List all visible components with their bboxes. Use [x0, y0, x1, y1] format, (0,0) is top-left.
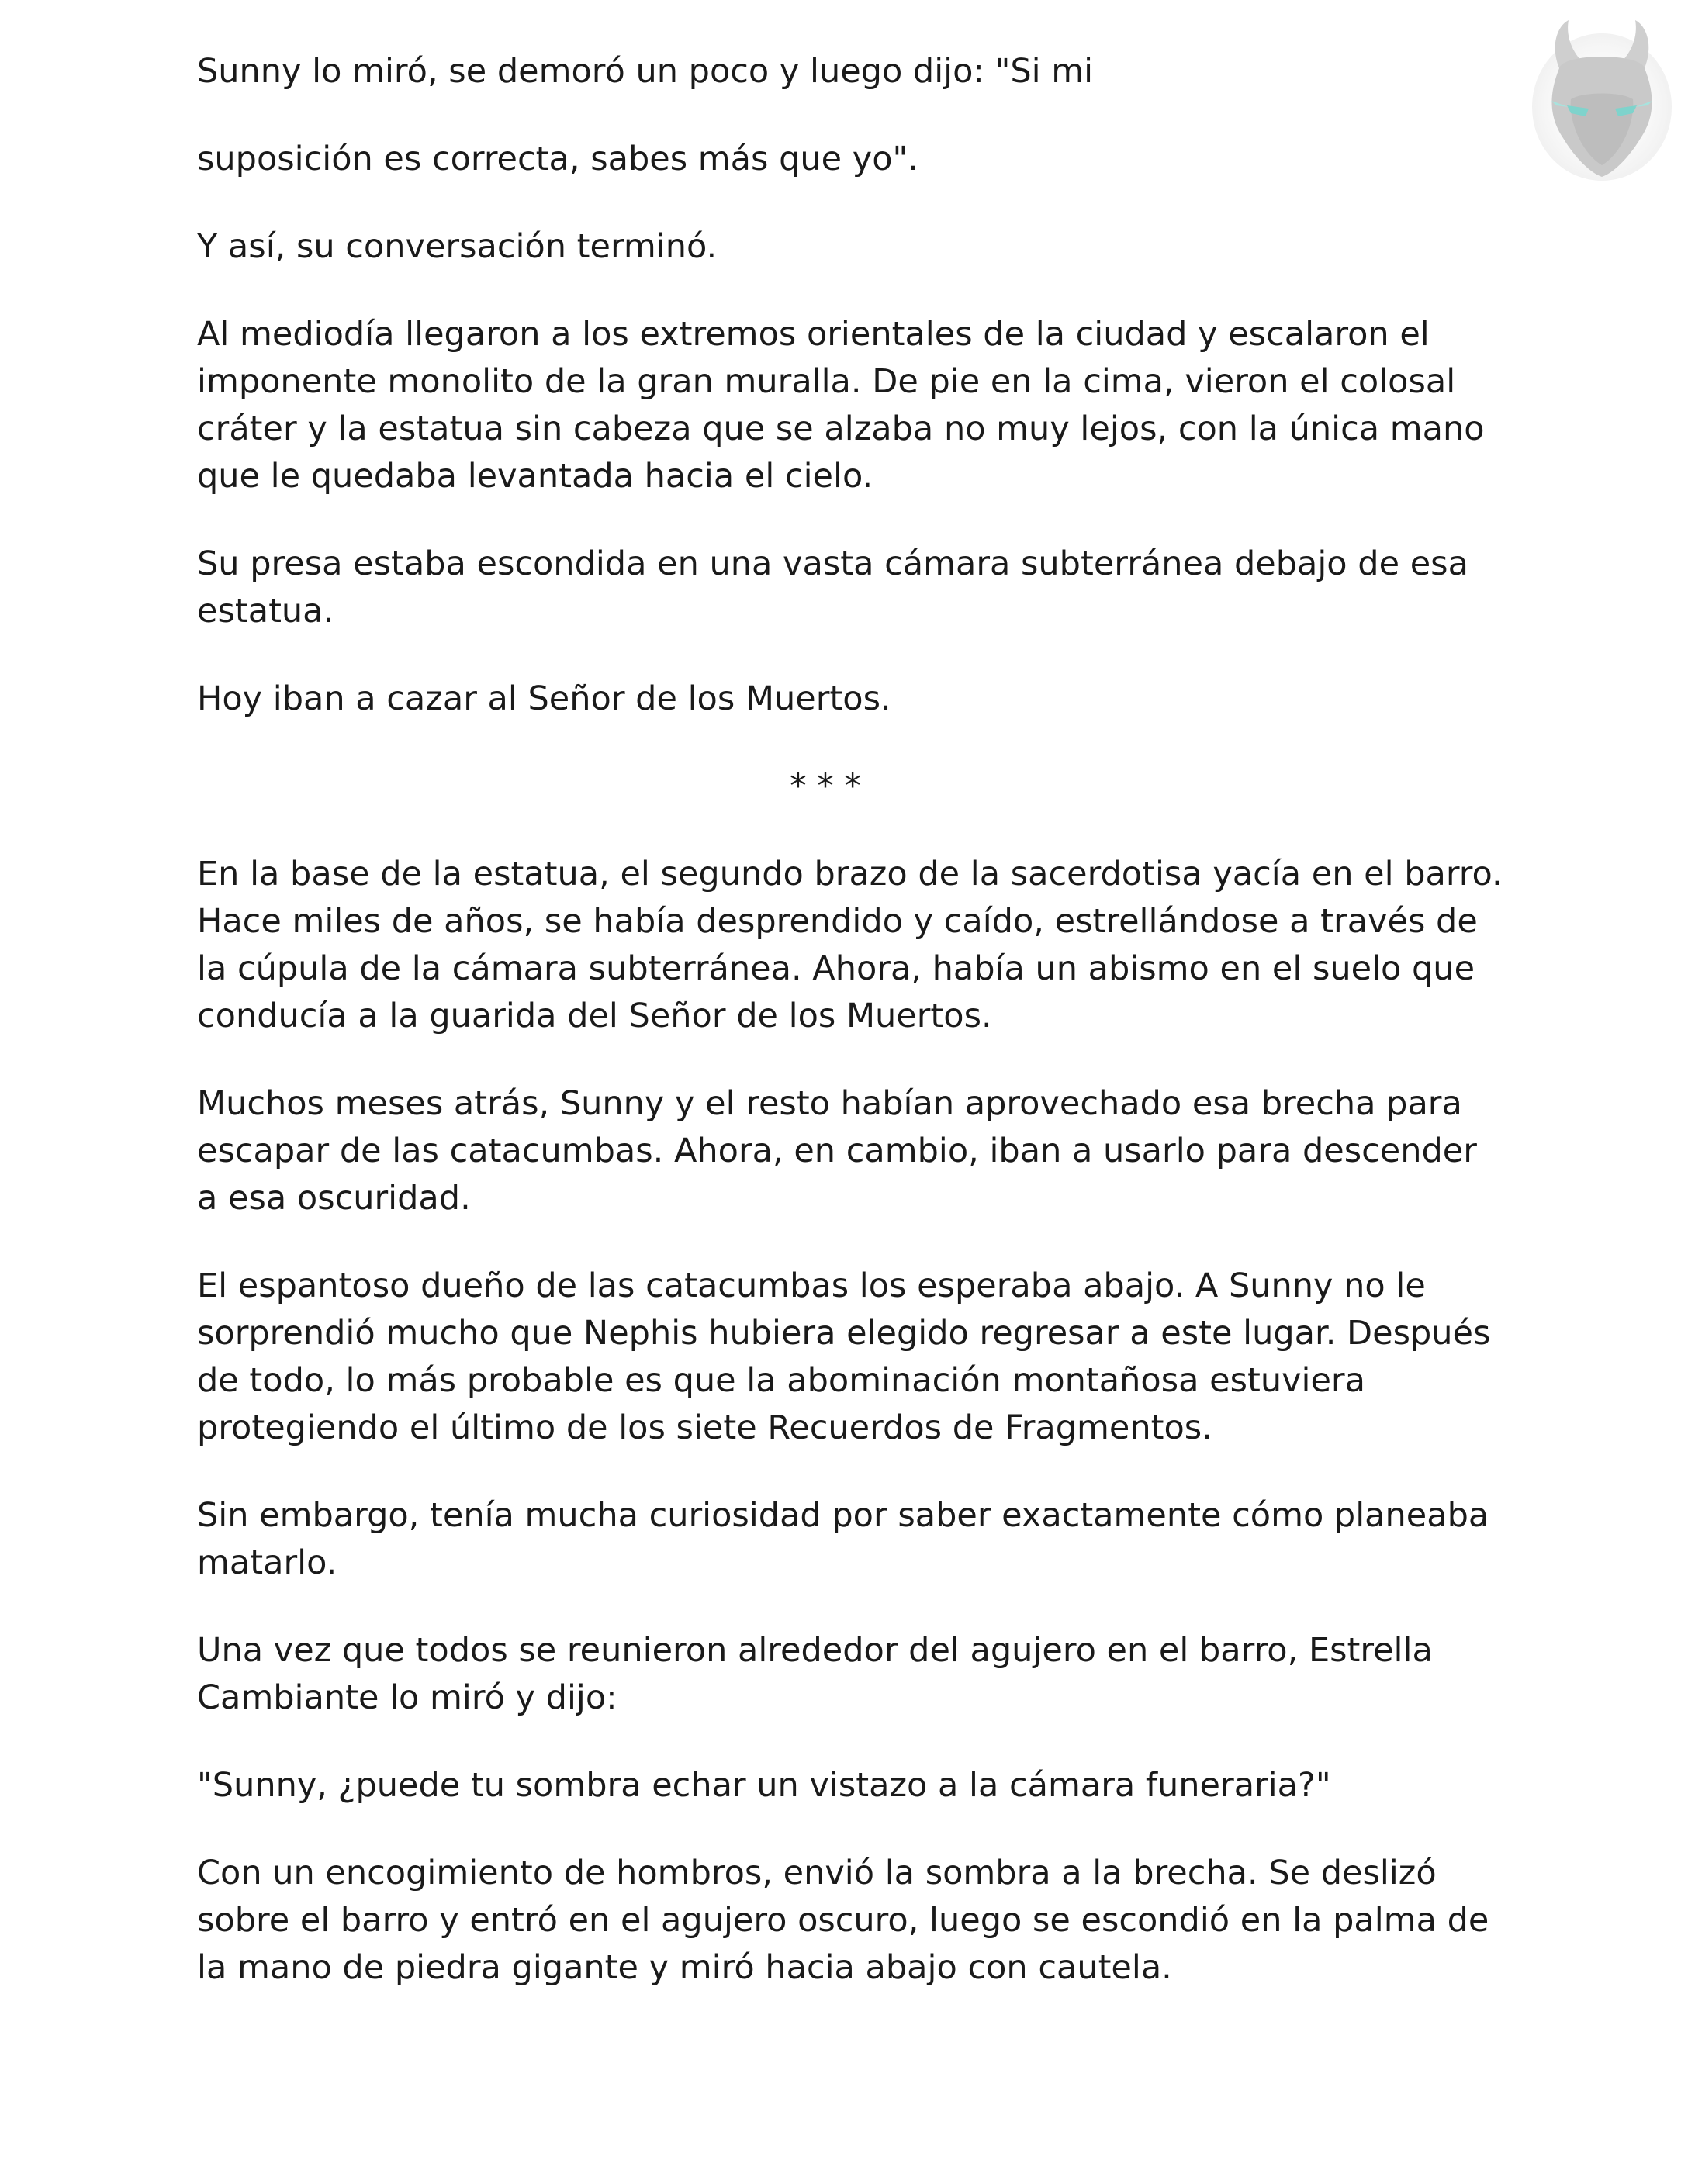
paragraph: [197, 851, 1516, 1040]
paragraph-line: Al mediodía llegaron a los extremos orientales de la ciudad y escalaron el: [197, 315, 1430, 354]
paragraph-line: sorprendió mucho que Nephis hubiera elegido regresar a este lugar. Después: [197, 1314, 1491, 1353]
paragraph-line: En la base de la estatua, el segundo brazo de la sacerdotisa yacía en el barro.: [197, 855, 1503, 893]
paragraph: "Sunny, ¿puede tu sombra echar un vistazo a la cámara funeraria?": [197, 1766, 1331, 1805]
paragraph-line: Con un encogimiento de hombros, envió la sombra a la brecha. Se deslizó: [197, 1854, 1437, 1892]
paragraph-line: protegiendo el último de los siete Recuerdos de Fragmentos.: [197, 1408, 1212, 1447]
paragraph-line: Muchos meses atrás, Sunny y el resto habían aprovechado esa brecha para: [197, 1084, 1462, 1123]
body-text: [197, 48, 1516, 1992]
paragraph: [197, 1492, 1516, 1587]
paragraph-line: la cúpula de la cámara subterránea. Ahora, había un abismo en el suelo que: [197, 949, 1475, 988]
paragraph-line: Su presa estaba escondida en una vasta cámara subterránea debajo de esa: [197, 544, 1468, 583]
paragraph-line: estatua.: [197, 592, 334, 631]
paragraph: Y así, su conversación terminó.: [197, 227, 718, 266]
paragraph-line: Sin embargo, tenía mucha curiosidad por saber exactamente cómo planeaba: [197, 1496, 1489, 1535]
paragraph-line: de todo, lo más probable es que la abominación montañosa estuviera: [197, 1361, 1365, 1400]
demon-head-watermark-icon: [1528, 14, 1676, 185]
paragraph-line: conducía a la guarida del Señor de los Muertos.: [197, 997, 992, 1035]
paragraph-line: Hace miles de años, se había desprendido y caído, estrellándose a través de: [197, 902, 1478, 941]
paragraph-line: El espantoso dueño de las catacumbas los esperaba abajo. A Sunny no le: [197, 1267, 1426, 1305]
paragraph-line: a esa oscuridad.: [197, 1179, 471, 1218]
paragraph-line: Una vez que todos se reunieron alrededor del agujero en el barro, Estrella: [197, 1631, 1433, 1670]
paragraph: Sunny lo miró, se demoró un poco y luego dijo: "Si mi: [197, 52, 1094, 91]
paragraph-line: que le quedaba levantada hacia el cielo.: [197, 457, 873, 496]
paragraph: [197, 541, 1516, 635]
paragraph-line: escapar de las catacumbas. Ahora, en cambio, iban a usarlo para descender: [197, 1132, 1477, 1170]
paragraph-line: sobre el barro y entró en el agujero oscuro, luego se escondió en la palma de: [197, 1901, 1489, 1940]
paragraph: [197, 311, 1516, 500]
paragraph: [197, 1627, 1516, 1722]
paragraph-line: imponente monolito de la gran muralla. De pie en la cima, vieron el colosal: [197, 362, 1456, 401]
paragraph-line: matarlo.: [197, 1543, 337, 1582]
paragraph: [197, 1263, 1516, 1452]
paragraph-line: cráter y la estatua sin cabeza que se alzaba no muy lejos, con la única mano: [197, 410, 1485, 448]
paragraph: [197, 1080, 1516, 1222]
paragraph: [197, 1850, 1516, 1992]
paragraph: Hoy iban a cazar al Señor de los Muertos.: [197, 679, 891, 718]
scene-separator: * * *: [790, 767, 861, 806]
paragraph: suposición es correcta, sabes más que yo".: [197, 140, 918, 178]
paragraph-line: Cambiante lo miró y dijo:: [197, 1678, 617, 1717]
paragraph-line: la mano de piedra gigante y miró hacia abajo con cautela.: [197, 1948, 1172, 1987]
